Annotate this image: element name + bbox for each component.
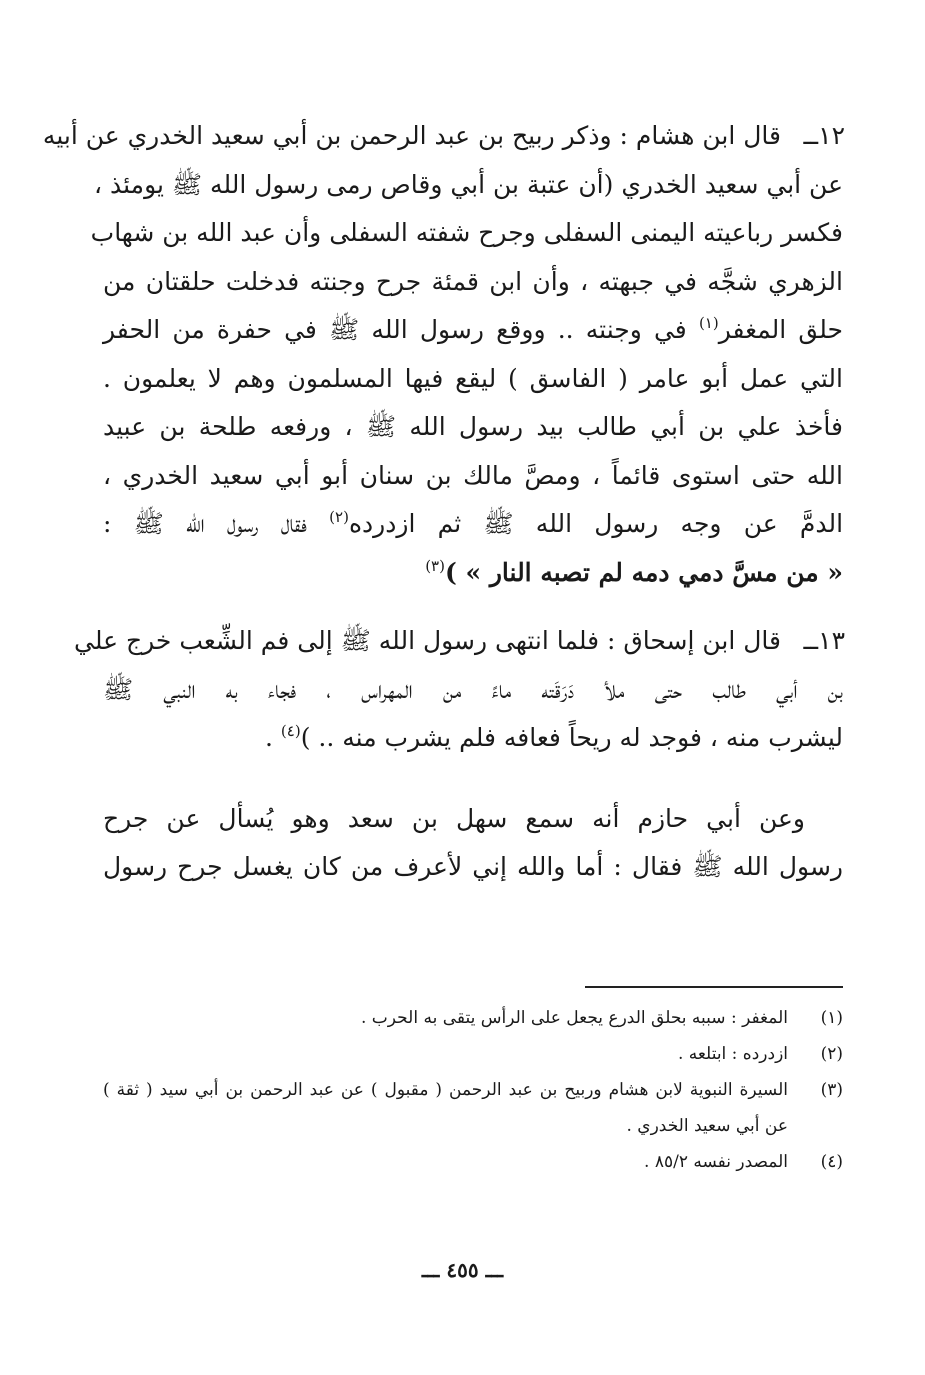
text-line — [103, 714, 843, 763]
footnote-text-line: السيرة النبوية لابن هشام وربيح بن عبد الرحمن ( مقبول ) عن عبد الرحمن بن أبي سيد ( ثقة ) — [103, 1080, 788, 1100]
text-line: قال ابن هشام : وذكر ربيح بن عبد الرحمن بن أبي سعيد الخدري عن أبيه — [42, 121, 781, 150]
text-line: التي عمل أبو عامر ( الفاسق ) ليقع فيها المسلمون وهم لا يعلمون . — [103, 363, 843, 393]
paragraph-13 — [74, 617, 845, 763]
text-line: قال ابن إسحاق : فلما انتهى رسول الله ﷺ إلى فم الشِّعب خرج علي — [74, 626, 781, 655]
footnote-text: ازدرده : ابتلعه . — [677, 1044, 788, 1064]
text-fragment: . — [265, 723, 273, 752]
footnote-marker: (٤) — [280, 722, 301, 740]
footnote-2 — [103, 1036, 843, 1072]
text-fragment: في وجنته .. ووقع رسول الله ﷺ في حفرة من الحفر — [103, 315, 687, 344]
text-line: فأخذ علي بن أبي طالب بيد رسول الله ﷺ ، ورفعه طلحة بن عبيد — [103, 412, 843, 441]
footnotes — [103, 1000, 843, 1180]
text-fragment: الدمَّ عن وجه رسول الله ﷺ ثم ازدرده — [348, 509, 844, 538]
text-line — [103, 500, 843, 549]
footnote-number: (١) — [820, 1008, 843, 1028]
footnote-number: (٢) — [820, 1044, 843, 1064]
text-line: الله حتى استوى قائماً ، ومصَّ مالك بن سنان أبو أبي سعيد الخدري ، — [103, 460, 843, 490]
text-line: عن أبي سعيد الخدري (أن عتبة بن أبي وقاص رمى رسول الله ﷺ يومئذ ، — [94, 169, 843, 199]
paragraph-number: ١٣ــ — [803, 626, 845, 655]
footnote-3 — [103, 1072, 843, 1144]
footnote-4 — [103, 1144, 843, 1180]
main-text — [42, 112, 845, 892]
footnote-text: المصدر نفسه ٨٥/٢ . — [644, 1152, 788, 1172]
page-number: ـــ ٤٥٥ ـــ — [421, 1258, 504, 1282]
footnote-text-line: عن أبي سعيد الخدري . — [626, 1116, 788, 1136]
text-line: وعن أبي حازم أنه سمع سهل بن سعد وهو يُسأل عن جرح — [103, 803, 805, 833]
footnote-separator — [585, 986, 843, 988]
footnote-marker: (١) — [698, 314, 719, 332]
text-line: رسول الله ﷺ فقال : أما والله إني لأعرف من كان يغسل جرح رسول — [103, 852, 843, 881]
paragraph-12 — [42, 112, 845, 597]
footnote-marker: (٢) — [329, 508, 349, 526]
footnote-text: المغفر : سببه بحلق الدرع يجعل على الرأس يتقى به الحرب . — [360, 1008, 788, 1028]
text-fragment: حلق المغفر — [718, 315, 843, 344]
paragraph-abu-hazim — [103, 795, 843, 892]
footnote-number: (٣) — [820, 1080, 843, 1100]
text-fragment: ليشرب منه ، فوجد له ريحاً فعافه فلم يشرب منه .. ) — [300, 723, 843, 752]
footnote-marker: (٣) — [425, 556, 445, 575]
footnote-text — [103, 1072, 788, 1144]
text-line: بن أبي طالب حتى ملأ دَرَقَته ماءً من المهراس ، فجاء به النبي ﷺ — [103, 674, 843, 704]
paragraph-number: ١٢ــ — [803, 121, 845, 150]
text-line — [103, 549, 843, 598]
text-line: الزهري شجَّه في جبهته ، وأن ابن قمئة جرح وجنته فدخلت حلقتان من — [103, 266, 843, 296]
text-fragment: فقال رسول الله ﷺ : — [103, 509, 307, 538]
text-line: فكسر رباعيته اليمنى السفلى وجرح شفته السفلى وأن عبد الله بن شهاب — [90, 218, 843, 247]
text-line — [103, 306, 843, 355]
footnote-1 — [103, 1000, 843, 1036]
footnote-number: (٤) — [820, 1152, 843, 1172]
hadith-quote: « من مسَّ دمي دمه لم تصبه النار » ) — [444, 557, 843, 587]
